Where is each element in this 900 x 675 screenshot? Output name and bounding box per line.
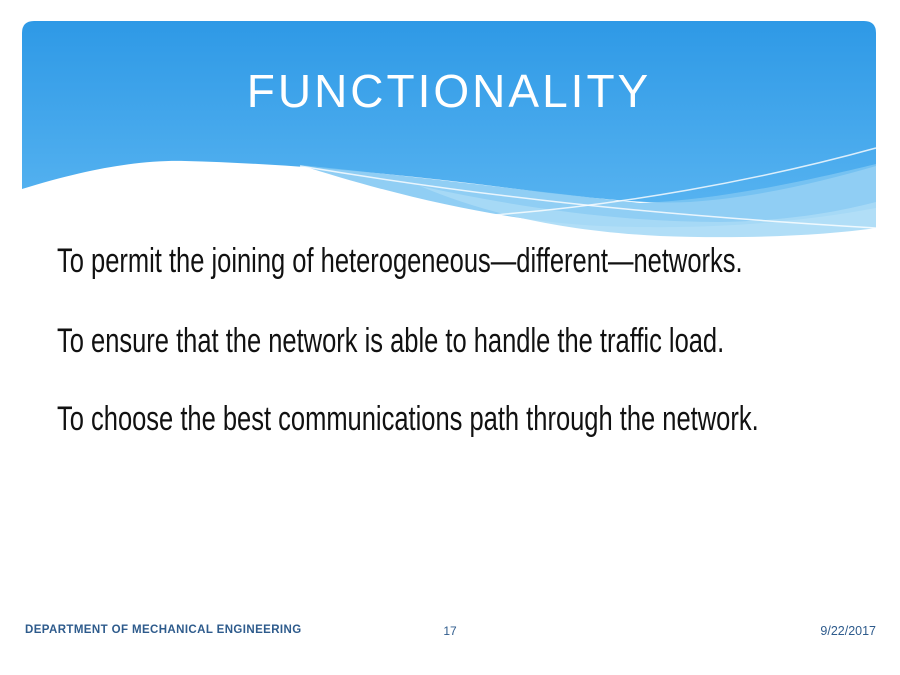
bullet-text: To permit the joining of heterogeneous—different—networks. bbox=[57, 242, 743, 280]
bullet-text: To ensure that the network is able to handle the traffic load. bbox=[57, 322, 725, 360]
bullet-text: To choose the best communications path through the network. bbox=[57, 400, 759, 438]
slide-footer bbox=[0, 622, 900, 642]
bullet-line bbox=[57, 243, 900, 280]
footer-date: 9/22/2017 bbox=[820, 624, 876, 638]
slide-title: FUNCTIONALITY bbox=[246, 65, 652, 117]
footer-page-number: 17 bbox=[443, 624, 457, 638]
bullet-line bbox=[57, 401, 900, 438]
header-wave-graphic bbox=[0, 0, 900, 246]
bullet-line bbox=[57, 323, 900, 360]
footer-department: DEPARTMENT OF MECHANICAL ENGINEERING bbox=[25, 624, 302, 636]
